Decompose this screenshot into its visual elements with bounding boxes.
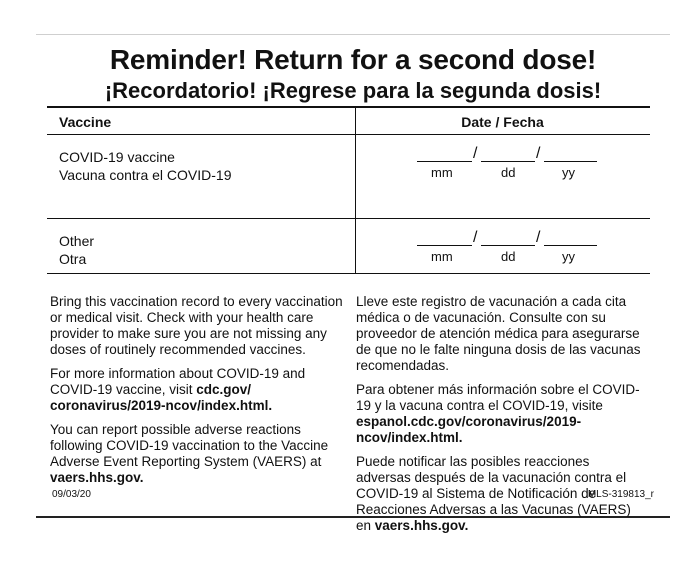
cdc-link[interactable]: cdc.gov/ coronavirus/2019-ncov/index.html. bbox=[50, 382, 273, 413]
table-row-divider bbox=[47, 218, 650, 219]
espanol-cdc-link[interactable]: espanol.cdc.gov/coronavirus/2019-ncov/index.html. bbox=[356, 414, 582, 445]
english-p3-text: You can report possible adverse reactions following COVID-19 vaccination to the Vaccine Adverse Event Reporting System (VAERS) at bbox=[50, 422, 329, 469]
date-slash: / bbox=[536, 229, 541, 246]
month-blank[interactable] bbox=[417, 245, 472, 246]
row-other-label bbox=[59, 232, 94, 268]
month-blank[interactable] bbox=[417, 161, 472, 162]
spanish-paragraph-1: Lleve este registro de vacunación a cada cita médica o de vacunación. Consulte con su proveedor de atención médica para asegurarse de que no le falte ninguna dosis de las vacunas recomendadas. bbox=[356, 294, 641, 373]
table-column-divider bbox=[355, 106, 356, 274]
covid-date-field[interactable] bbox=[417, 145, 597, 189]
row-other-line1: Other bbox=[59, 233, 95, 249]
english-paragraph-3 bbox=[50, 422, 348, 486]
year-blank[interactable] bbox=[544, 161, 597, 162]
date-slash: / bbox=[473, 229, 478, 246]
english-p2-text: For more information about COVID-19 and COVID-19 vaccine, visit bbox=[50, 366, 306, 397]
table-bottom-rule bbox=[47, 273, 650, 274]
footer-form-code: MLS-319813_r bbox=[587, 489, 654, 500]
day-blank[interactable] bbox=[481, 161, 535, 162]
spanish-p2-text: Para obtener más información sobre el COVID-19 y la vacuna contra el COVID-19, visite bbox=[356, 382, 640, 413]
row-other-line2: Otra bbox=[59, 251, 87, 267]
row-covid-label bbox=[59, 148, 232, 184]
title-english: Reminder! Return for a second dose! bbox=[109, 44, 597, 75]
table-header-rule bbox=[47, 134, 650, 135]
date-slash: / bbox=[473, 145, 478, 162]
yy-label: yy bbox=[562, 165, 575, 180]
other-date-field[interactable] bbox=[417, 229, 597, 273]
vaers-link[interactable]: vaers.hhs.gov. bbox=[50, 470, 144, 485]
dose-table bbox=[47, 106, 650, 274]
english-instructions bbox=[50, 294, 348, 494]
table-top-rule bbox=[47, 106, 650, 108]
year-blank[interactable] bbox=[544, 245, 597, 246]
vaers-link-es[interactable]: vaers.hhs.gov. bbox=[374, 518, 469, 533]
dd-label: dd bbox=[501, 165, 516, 180]
mm-label: mm bbox=[431, 165, 453, 180]
spanish-instructions bbox=[356, 294, 646, 542]
spanish-paragraph-2 bbox=[356, 382, 646, 446]
footer-date: 09/03/20 bbox=[52, 489, 91, 500]
row-covid-line2: Vacuna contra el COVID-19 bbox=[59, 167, 232, 183]
mm-label: mm bbox=[431, 249, 453, 264]
english-paragraph-2 bbox=[50, 366, 348, 414]
dd-label: dd bbox=[501, 249, 516, 264]
title-spanish: ¡Recordatorio! ¡Regrese para la segunda dosis! bbox=[104, 78, 602, 103]
day-blank[interactable] bbox=[481, 245, 535, 246]
spanish-p3-text: Puede notificar las posibles reacciones adversas después de la vacunación contra el COVID-19 al Sistema de Notificación de Reacciones Adversas a las Vacunas (VAERS) en bbox=[356, 454, 631, 533]
vaccination-card bbox=[36, 34, 670, 533]
header-date: Date / Fecha bbox=[461, 114, 544, 130]
header-vaccine: Vaccine bbox=[59, 114, 112, 130]
date-slash: / bbox=[536, 145, 541, 162]
english-paragraph-1: Bring this vaccination record to every vaccination or medical visit. Check with your health care provider to make sure you are not missing any doses of routinely recommended vaccines. bbox=[50, 294, 343, 357]
yy-label: yy bbox=[562, 249, 575, 264]
row-covid-line1: COVID-19 vaccine bbox=[59, 149, 175, 165]
